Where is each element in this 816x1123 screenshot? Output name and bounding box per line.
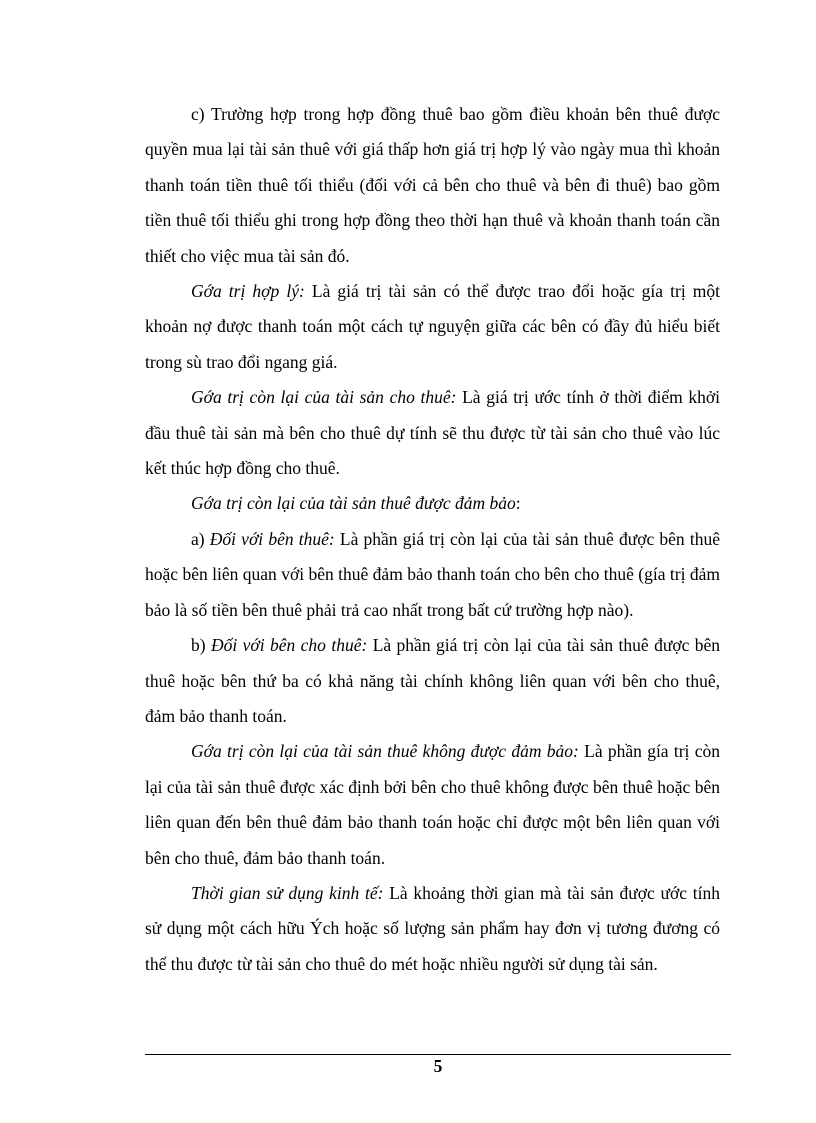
paragraph-text: Là khoảng thời gian mà tài sản được ước tính sử dụng một cách hữu Ých hoặc số lượng sản phẩm hay đơn vị tương đương có thể thu được từ tài sản cho thuê do mét hoặc nhiều người sử dụng tài sản.: [145, 882, 720, 974]
paragraph-text: Là phần giá trị còn lại của tài sản thuê được bên thuê hoặc bên liên quan với bên thuê đảm bảo thanh toán cho bên cho thuê (gía trị đảm bảo là số tiền bên thuê phải trả cao nhất trong bất cứ trường hợp nào).: [145, 528, 720, 620]
paragraph-text: Là phần giá trị còn lại của tài sản thuê được bên thuê hoặc bên thứ ba có khả năng tài chính không liên quan với bên cho thuê, đảm bảo thanh toán.: [145, 635, 721, 726]
page-number: 5: [433, 1056, 443, 1076]
paragraph-text: Là phần gía trị còn lại của tài sản thuê được xác định bởi bên cho thuê không được bên thuê hoặc bên liên quan đến bên thuê đảm bảo thanh toán hoặc chỉ được một bên liên quan với bên cho thuê, đảm bảo thanh toán.: [145, 741, 720, 868]
term-label: Gớa trị còn lại của tài sản thuê không được đảm bảo:: [191, 741, 579, 762]
paragraph-unguaranteed-residual: [145, 734, 720, 876]
term-label: Gớa trị còn lại của tài sản thuê được đảm bảo: [191, 493, 516, 514]
paragraph-text: Là giá trị ước tính ở thời điểm khởi đầu thuê tài sản mà bên cho thuê dự tính sẽ thu được từ tài sản cho thuê vào lúc kết thúc hợp đồng cho thuê.: [145, 387, 721, 479]
term-label: Thời gian sử dụng kinh tế:: [191, 882, 384, 903]
paragraph-guaranteed-residual-heading: [145, 486, 720, 521]
term-label: Đối với bên thuê:: [209, 528, 335, 549]
term-label: Gớa trị còn lại của tài sản cho thuê:: [191, 387, 457, 408]
document-body: [145, 97, 720, 982]
paragraph-lessee-guarantee: [145, 522, 720, 628]
term-label: Gớa trị hợp lý:: [191, 281, 305, 302]
paragraph-text: c) Trường hợp trong hợp đồng thuê bao gồm điều khoản bên thuê được quyền mua lại tài sản thuê với giá thấp hơn giá trị hợp lý vào ngày mua thì khoản thanh toán tiền thuê tối thiểu (đối với cả bên cho thuê và bên đi thuê) bao gồm tiền thuê tối thiểu ghi trong hợp đồng theo thời hạn thuê và khoản thanh toán cần thiết cho việc mua tài sản đó.: [145, 104, 720, 266]
paragraph-text: Là giá trị tài sản có thể được trao đổi hoặc gía trị một khoản nợ được thanh toán một cách tự nguyện giữa các bên có đầy đủ hiểu biết trong sù trao đổi ngang giá.: [145, 281, 720, 372]
paragraph-residual-value-lessor: [145, 380, 720, 486]
list-prefix: a): [191, 528, 210, 549]
paragraph-fair-value: [145, 274, 720, 380]
list-prefix: b): [191, 635, 211, 656]
paragraph-economic-life: [145, 876, 720, 982]
term-label: Đối với bên cho thuê:: [210, 635, 368, 656]
paragraph-lessor-guarantee: [145, 628, 720, 734]
footer-divider: [145, 1054, 731, 1055]
paragraph-purchase-option: [145, 97, 720, 274]
paragraph-text: :: [515, 493, 521, 514]
